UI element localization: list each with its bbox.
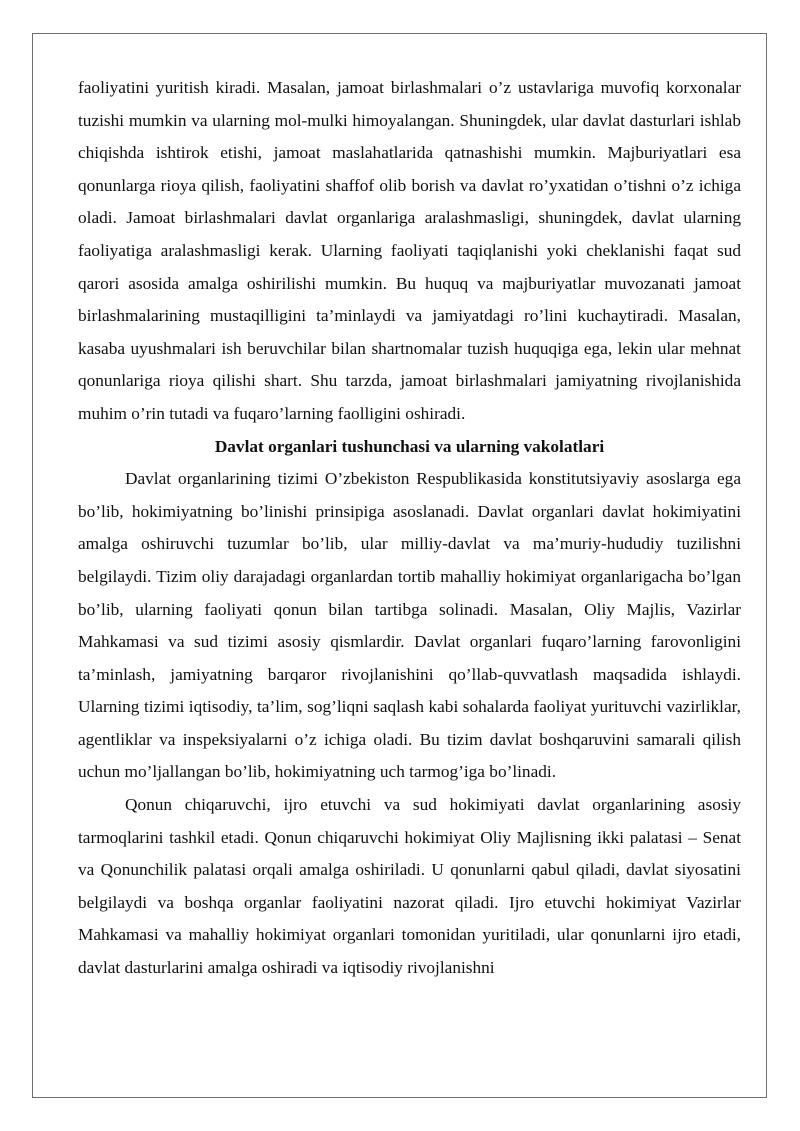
- section-heading: Davlat organlari tushunchasi va ularning vakolatlari: [214, 436, 605, 456]
- document-body: [78, 72, 741, 985]
- paragraph-state-bodies-system: Davlat organlarining tizimi O’zbekiston Respublikasida konstitutsiyaviy asoslarga ega bo’lib, hokimiyatning bo’linishi prinsipiga asoslanadi. Davlat organlari davlat hokimiyatini amalga oshiruvchi tuzumlar bo’lib, ular milliy-davlat va ma’muriy-hududiy tuzilishni belgilaydi. Tizim oliy darajadagi organlardan tortib mahalliy hokimiyat organlarigacha bo’lgan bo’lib, ularning faoliyati qonun bilan tartibga solinadi. Masalan, Oliy Majlis, Vazirlar Mahkamasi va sud tizimi asosiy qismlardir. Davlat organlari fuqaro’larning farovonligini ta’minlash, jamiyatning barqaror rivojlanishini qo’llab-quvvatlash maqsadida ishlaydi. Ularning tizimi iqtisodiy, ta’lim, sog’liqni saqlash kabi sohalarda faoliyat yurituvchi vazirliklar, agentliklar va inspeksiyalarni o’z ichiga oladi. Bu tizim davlat boshqaruvini samarali qilish uchun mo’ljallangan bo’lib, hokimiyatning uch tarmog’iga bo’linadi.: [78, 469, 741, 782]
- paragraph-branches-of-power: Qonun chiqaruvchi, ijro etuvchi va sud hokimiyati davlat organlarining asosiy tarmoqlarini tashkil etadi. Qonun chiqaruvchi hokimiyat Oliy Majlisning ikki palatasi – Senat va Qonunchilik palatasi orqali amalga oshiriladi. U qonunlarni qabul qiladi, davlat siyosatini belgilaydi va boshqa organlar faoliyatini nazorat qiladi. Ijro etuvchi hokimiyat Vazirlar Mahkamasi va mahalliy hokimiyat organlari tomonidan yuritiladi, ular qonunlarni ijro etadi, davlat dasturlarini amalga oshiradi va iqtisodiy rivojlanishni: [78, 795, 741, 978]
- paragraph-continuation: faoliyatini yuritish kiradi. Masalan, jamoat birlashmalari o’z ustavlariga muvofiq korxonalar tuzishi mumkin va ularning mol-mulki himoyalangan. Shuningdek, ular davlat dasturlari ishlab chiqishda ishtirok etishi, jamoat maslahatlarida qatnashishi mumkin. Majburiyatlari esa qonunlarga rioya qilish, faoliyatini shaffof olib borish va davlat ro’yxatidan o’tishni o’z ichiga oladi. Jamoat birlashmalari davlat organlariga aralashmasligi, shuningdek, davlat ularning faoliyatiga aralashmasligi kerak. Ularning faoliyati taqiqlanishi yoki cheklanishi faqat sud qarori asosida amalga oshirilishi mumkin. Bu huquq va majburiyatlar muvozanati jamoat birlashmalarining mustaqilligini ta’minlaydi va jamiyatdagi ro’lini kuchaytiradi. Masalan, kasaba uyushmalari ish beruvchilar bilan shartnomalar tuzish huquqiga ega, lekin ular mehnat qonunlariga rioya qilishi shart. Shu tarzda, jamoat birlashmalari jamiyatning rivojlanishida muhim o’rin tutadi va fuqaro’larning faolligini oshiradi.: [78, 78, 741, 423]
